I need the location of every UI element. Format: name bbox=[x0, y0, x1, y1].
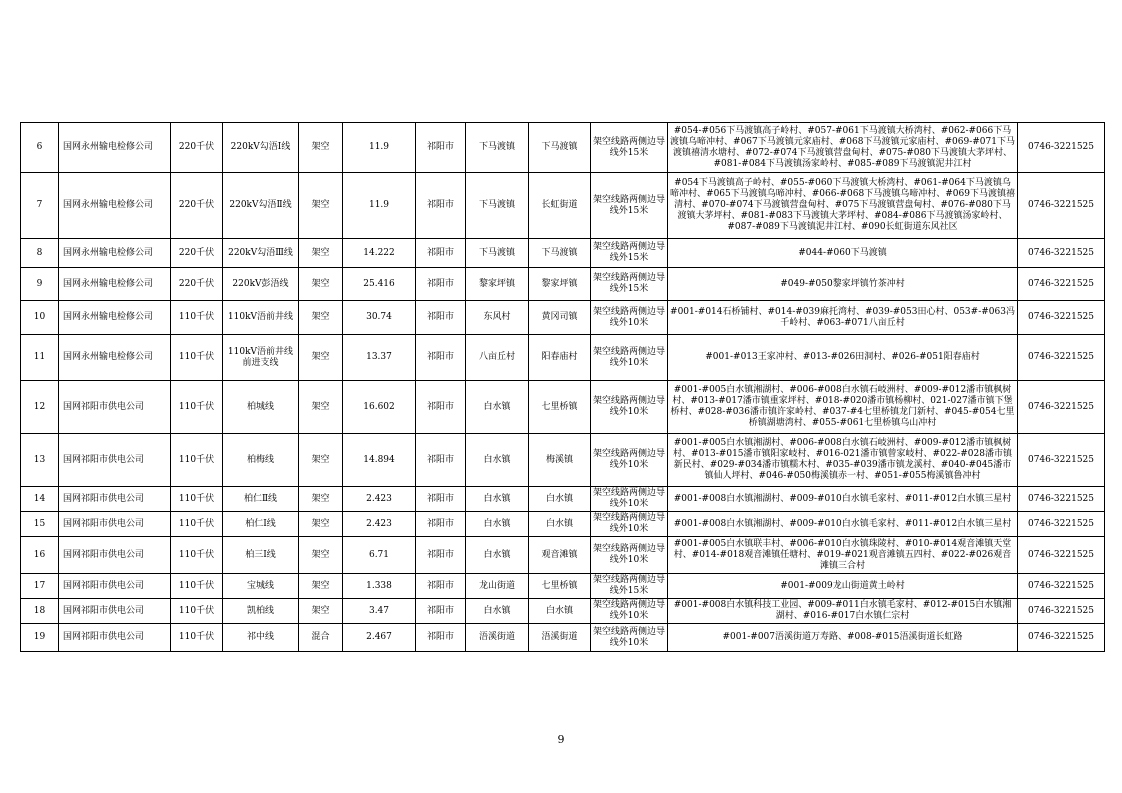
tower-scope-cell: #049-#050黎家坪镇竹茶冲村 bbox=[668, 268, 1018, 301]
line-type-cell: 架空 bbox=[299, 239, 343, 268]
line-type-cell: 架空 bbox=[299, 268, 343, 301]
start-point-cell: 龙山街道 bbox=[466, 574, 529, 599]
row-number-cell: 14 bbox=[21, 487, 59, 512]
row-number-cell: 7 bbox=[21, 173, 59, 239]
line-name-cell: 110kV浯前井线前进支线 bbox=[223, 335, 299, 381]
contact-phone-cell: 0746-3221525 bbox=[1018, 173, 1105, 239]
table-row bbox=[21, 537, 1105, 574]
owner-unit-cell: 国网祁阳市供电公司 bbox=[59, 434, 171, 487]
contact-phone-cell: 0746-3221525 bbox=[1018, 123, 1105, 173]
row-number-cell: 12 bbox=[21, 381, 59, 434]
tower-scope-cell: #001-#008白水镇湘湖村、#009-#010白水镇毛家村、#011-#012白水镇三星村 bbox=[668, 512, 1018, 537]
protection-zone-cell: 架空线路两侧边导线外10米 bbox=[591, 599, 668, 624]
line-length-cell: 1.338 bbox=[343, 574, 416, 599]
city-cell: 祁阳市 bbox=[416, 381, 466, 434]
line-name-cell: 110kV浯前井线 bbox=[223, 301, 299, 335]
owner-unit-cell: 国网祁阳市供电公司 bbox=[59, 381, 171, 434]
start-point-cell: 下马渡镇 bbox=[466, 239, 529, 268]
line-length-cell: 14.894 bbox=[343, 434, 416, 487]
table-body bbox=[21, 123, 1105, 652]
start-point-cell: 白水镇 bbox=[466, 537, 529, 574]
line-length-cell: 2.467 bbox=[343, 624, 416, 652]
row-number-cell: 6 bbox=[21, 123, 59, 173]
voltage-level-cell: 110千伏 bbox=[171, 434, 223, 487]
owner-unit-cell: 国网祁阳市供电公司 bbox=[59, 537, 171, 574]
row-number-cell: 15 bbox=[21, 512, 59, 537]
protection-zone-cell: 架空线路两侧边导线外10米 bbox=[591, 512, 668, 537]
line-length-cell: 16.602 bbox=[343, 381, 416, 434]
row-number-cell: 8 bbox=[21, 239, 59, 268]
start-point-cell: 东风村 bbox=[466, 301, 529, 335]
owner-unit-cell: 国网永州输电检修公司 bbox=[59, 239, 171, 268]
line-length-cell: 11.9 bbox=[343, 123, 416, 173]
protection-zone-cell: 架空线路两侧边导线外15米 bbox=[591, 574, 668, 599]
city-cell: 祁阳市 bbox=[416, 239, 466, 268]
end-point-cell: 阳春庙村 bbox=[529, 335, 591, 381]
row-number-cell: 11 bbox=[21, 335, 59, 381]
voltage-level-cell: 110千伏 bbox=[171, 301, 223, 335]
voltage-level-cell: 110千伏 bbox=[171, 487, 223, 512]
contact-phone-cell: 0746-3221525 bbox=[1018, 381, 1105, 434]
table-row bbox=[21, 123, 1105, 173]
row-number-cell: 16 bbox=[21, 537, 59, 574]
line-length-cell: 13.37 bbox=[343, 335, 416, 381]
table-row bbox=[21, 173, 1105, 239]
line-type-cell: 架空 bbox=[299, 487, 343, 512]
city-cell: 祁阳市 bbox=[416, 268, 466, 301]
row-number-cell: 19 bbox=[21, 624, 59, 652]
line-length-cell: 6.71 bbox=[343, 537, 416, 574]
protection-zone-cell: 架空线路两侧边导线外15米 bbox=[591, 123, 668, 173]
start-point-cell: 白水镇 bbox=[466, 381, 529, 434]
owner-unit-cell: 国网永州输电检修公司 bbox=[59, 335, 171, 381]
row-number-cell: 13 bbox=[21, 434, 59, 487]
table-row bbox=[21, 301, 1105, 335]
tower-scope-cell: #001-#005白水镇联丰村、#006-#010白水镇珠陵村、#010-#014观音滩镇天堂村、#014-#018观音滩镇任塘村、#019-#021观音滩镇五四村、#022-#026观音滩镇三合村 bbox=[668, 537, 1018, 574]
line-name-cell: 柏三Ⅰ线 bbox=[223, 537, 299, 574]
contact-phone-cell: 0746-3221525 bbox=[1018, 624, 1105, 652]
table-row bbox=[21, 512, 1105, 537]
protection-zone-cell: 架空线路两侧边导线外10米 bbox=[591, 537, 668, 574]
row-number-cell: 10 bbox=[21, 301, 59, 335]
end-point-cell: 下马渡镇 bbox=[529, 123, 591, 173]
tower-scope-cell: #001-#013王家冲村、#013-#026田洞村、#026-#051阳春庙村 bbox=[668, 335, 1018, 381]
city-cell: 祁阳市 bbox=[416, 434, 466, 487]
line-name-cell: 220kV彭浯线 bbox=[223, 268, 299, 301]
voltage-level-cell: 110千伏 bbox=[171, 599, 223, 624]
table-row bbox=[21, 487, 1105, 512]
end-point-cell: 黄冈司镇 bbox=[529, 301, 591, 335]
row-number-cell: 18 bbox=[21, 599, 59, 624]
line-name-cell: 祁中线 bbox=[223, 624, 299, 652]
table-row bbox=[21, 624, 1105, 652]
owner-unit-cell: 国网祁阳市供电公司 bbox=[59, 599, 171, 624]
city-cell: 祁阳市 bbox=[416, 624, 466, 652]
line-length-cell: 30.74 bbox=[343, 301, 416, 335]
protection-zone-cell: 架空线路两侧边导线外10米 bbox=[591, 381, 668, 434]
voltage-level-cell: 110千伏 bbox=[171, 574, 223, 599]
owner-unit-cell: 国网永州输电检修公司 bbox=[59, 123, 171, 173]
owner-unit-cell: 国网永州输电检修公司 bbox=[59, 173, 171, 239]
protection-zone-cell: 架空线路两侧边导线外15米 bbox=[591, 268, 668, 301]
tower-scope-cell: #001-#007浯溪街道万寿路、#008-#015浯溪街道长虹路 bbox=[668, 624, 1018, 652]
end-point-cell: 七里桥镇 bbox=[529, 381, 591, 434]
start-point-cell: 下马渡镇 bbox=[466, 173, 529, 239]
contact-phone-cell: 0746-3221525 bbox=[1018, 239, 1105, 268]
tower-scope-cell: #001-#008白水镇湘湖村、#009-#010白水镇毛家村、#011-#012白水镇三星村 bbox=[668, 487, 1018, 512]
owner-unit-cell: 国网永州输电检修公司 bbox=[59, 268, 171, 301]
city-cell: 祁阳市 bbox=[416, 599, 466, 624]
power-line-table bbox=[20, 122, 1105, 652]
protection-zone-cell: 架空线路两侧边导线外15米 bbox=[591, 239, 668, 268]
line-type-cell: 架空 bbox=[299, 599, 343, 624]
contact-phone-cell: 0746-3221525 bbox=[1018, 434, 1105, 487]
protection-zone-cell: 架空线路两侧边导线外10米 bbox=[591, 624, 668, 652]
start-point-cell: 浯溪街道 bbox=[466, 624, 529, 652]
city-cell: 祁阳市 bbox=[416, 574, 466, 599]
protection-zone-cell: 架空线路两侧边导线外10米 bbox=[591, 301, 668, 335]
page-number: 9 bbox=[557, 733, 565, 746]
contact-phone-cell: 0746-3221525 bbox=[1018, 487, 1105, 512]
contact-phone-cell: 0746-3221525 bbox=[1018, 301, 1105, 335]
contact-phone-cell: 0746-3221525 bbox=[1018, 512, 1105, 537]
end-point-cell: 下马渡镇 bbox=[529, 239, 591, 268]
contact-phone-cell: 0746-3221525 bbox=[1018, 599, 1105, 624]
tower-scope-cell: #001-#009龙山街道黄土岭村 bbox=[668, 574, 1018, 599]
table-row bbox=[21, 434, 1105, 487]
contact-phone-cell: 0746-3221525 bbox=[1018, 537, 1105, 574]
line-name-cell: 220kV勾浯Ⅱ线 bbox=[223, 173, 299, 239]
table-row bbox=[21, 599, 1105, 624]
voltage-level-cell: 110千伏 bbox=[171, 381, 223, 434]
voltage-level-cell: 110千伏 bbox=[171, 335, 223, 381]
line-name-cell: 凯柏线 bbox=[223, 599, 299, 624]
contact-phone-cell: 0746-3221525 bbox=[1018, 335, 1105, 381]
table-row bbox=[21, 239, 1105, 268]
line-name-cell: 柏仁Ⅱ线 bbox=[223, 487, 299, 512]
voltage-level-cell: 110千伏 bbox=[171, 512, 223, 537]
city-cell: 祁阳市 bbox=[416, 335, 466, 381]
line-name-cell: 220kV勾浯Ⅰ线 bbox=[223, 123, 299, 173]
city-cell: 祁阳市 bbox=[416, 537, 466, 574]
end-point-cell: 白水镇 bbox=[529, 487, 591, 512]
line-name-cell: 柏仁Ⅰ线 bbox=[223, 512, 299, 537]
line-name-cell: 宝城线 bbox=[223, 574, 299, 599]
table-row bbox=[21, 381, 1105, 434]
owner-unit-cell: 国网祁阳市供电公司 bbox=[59, 487, 171, 512]
protection-zone-cell: 架空线路两侧边导线外10米 bbox=[591, 487, 668, 512]
end-point-cell: 浯溪街道 bbox=[529, 624, 591, 652]
line-name-cell: 220kV勾浯Ⅲ线 bbox=[223, 239, 299, 268]
protection-zone-cell: 架空线路两侧边导线外10米 bbox=[591, 335, 668, 381]
voltage-level-cell: 220千伏 bbox=[171, 123, 223, 173]
protection-zone-cell: 架空线路两侧边导线外15米 bbox=[591, 173, 668, 239]
end-point-cell: 观音滩镇 bbox=[529, 537, 591, 574]
start-point-cell: 下马渡镇 bbox=[466, 123, 529, 173]
line-length-cell: 25.416 bbox=[343, 268, 416, 301]
owner-unit-cell: 国网祁阳市供电公司 bbox=[59, 574, 171, 599]
line-type-cell: 架空 bbox=[299, 173, 343, 239]
line-type-cell: 混合 bbox=[299, 624, 343, 652]
tower-scope-cell: #001-#014石桥铺村、#014-#039麻托湾村、#039-#053田心村、053#-#063冯千岭村、#063-#071八亩丘村 bbox=[668, 301, 1018, 335]
start-point-cell: 白水镇 bbox=[466, 487, 529, 512]
line-type-cell: 架空 bbox=[299, 537, 343, 574]
city-cell: 祁阳市 bbox=[416, 173, 466, 239]
voltage-level-cell: 220千伏 bbox=[171, 239, 223, 268]
line-name-cell: 柏城线 bbox=[223, 381, 299, 434]
table-row bbox=[21, 574, 1105, 599]
line-length-cell: 3.47 bbox=[343, 599, 416, 624]
contact-phone-cell: 0746-3221525 bbox=[1018, 574, 1105, 599]
voltage-level-cell: 220千伏 bbox=[171, 268, 223, 301]
end-point-cell: 梅溪镇 bbox=[529, 434, 591, 487]
line-type-cell: 架空 bbox=[299, 335, 343, 381]
owner-unit-cell: 国网永州输电检修公司 bbox=[59, 301, 171, 335]
line-type-cell: 架空 bbox=[299, 434, 343, 487]
tower-scope-cell: #054下马渡镇高子岭村、#055-#060下马渡镇大桥湾村、#061-#064下马渡镇乌啼冲村、#065下马渡镇乌啼冲村、#066-#068下马渡镇乌啼冲村、#069下马渡镇禧清村、#070-#074下马渡镇营盘甸村、#075下马渡镇营盘甸村、#076-#080下马渡镇大茅坪村、#081-#083下马渡镇大茅坪村、#084-#086下马渡镇汤家岭村、#087-#089下马渡镇泥井江村、#090长虹街道东风社区 bbox=[668, 173, 1018, 239]
tower-scope-cell: #044-#060下马渡镇 bbox=[668, 239, 1018, 268]
start-point-cell: 黎家坪镇 bbox=[466, 268, 529, 301]
row-number-cell: 9 bbox=[21, 268, 59, 301]
start-point-cell: 八亩丘村 bbox=[466, 335, 529, 381]
end-point-cell: 黎家坪镇 bbox=[529, 268, 591, 301]
city-cell: 祁阳市 bbox=[416, 487, 466, 512]
end-point-cell: 七里桥镇 bbox=[529, 574, 591, 599]
voltage-level-cell: 110千伏 bbox=[171, 624, 223, 652]
table-row bbox=[21, 268, 1105, 301]
end-point-cell: 长虹街道 bbox=[529, 173, 591, 239]
line-length-cell: 2.423 bbox=[343, 487, 416, 512]
city-cell: 祁阳市 bbox=[416, 301, 466, 335]
city-cell: 祁阳市 bbox=[416, 123, 466, 173]
end-point-cell: 白水镇 bbox=[529, 512, 591, 537]
line-type-cell: 架空 bbox=[299, 512, 343, 537]
tower-scope-cell: #054-#056下马渡镇高子岭村、#057-#061下马渡镇大桥湾村、#062-#066下马渡镇乌啼冲村、#067下马渡镇元家庙村、#068下马渡镇元家庙村、#069-#071下马渡镇禧清水塘村、#072-#074下马渡镇营盘甸村、#075-#080下马渡镇大茅坪村、#081-#084下马渡镇汤家岭村、#085-#089下马渡镇泥井江村 bbox=[668, 123, 1018, 173]
start-point-cell: 白水镇 bbox=[466, 434, 529, 487]
protection-zone-cell: 架空线路两侧边导线外10米 bbox=[591, 434, 668, 487]
line-type-cell: 架空 bbox=[299, 301, 343, 335]
owner-unit-cell: 国网祁阳市供电公司 bbox=[59, 624, 171, 652]
line-type-cell: 架空 bbox=[299, 574, 343, 599]
line-name-cell: 柏梅线 bbox=[223, 434, 299, 487]
voltage-level-cell: 110千伏 bbox=[171, 537, 223, 574]
line-length-cell: 14.222 bbox=[343, 239, 416, 268]
line-type-cell: 架空 bbox=[299, 381, 343, 434]
tower-scope-cell: #001-#005白水镇湘湖村、#006-#008白水镇石岐洲村、#009-#012潘市镇枫树村、#013-#017潘市镇重家坪村、#018-#020潘市镇杨柳村、021-027潘市镇下堡桥村、#028-#036潘市镇许家岭村、#037-#4七里桥镇龙门新村、#045-#054七里桥镇湖塘湾村、#055-#061七里桥镇乌山冲村 bbox=[668, 381, 1018, 434]
line-length-cell: 11.9 bbox=[343, 173, 416, 239]
tower-scope-cell: #001-#005白水镇湘湖村、#006-#008白水镇石岐洲村、#009-#012潘市镇枫树村、#013-#015潘市镇阳家岐村、#016-021潘市镇曾家岐村、#022-#028潘市镇新民村、#029-#034潘市镇糯木村、#035-#039潘市镇龙溪村、#040-#045潘市镇仙人坪村、#046-#050梅溪镇赤一村、#051-#055梅溪镇鲁冲村 bbox=[668, 434, 1018, 487]
contact-phone-cell: 0746-3221525 bbox=[1018, 268, 1105, 301]
start-point-cell: 白水镇 bbox=[466, 512, 529, 537]
voltage-level-cell: 220千伏 bbox=[171, 173, 223, 239]
city-cell: 祁阳市 bbox=[416, 512, 466, 537]
line-type-cell: 架空 bbox=[299, 123, 343, 173]
table-row bbox=[21, 335, 1105, 381]
owner-unit-cell: 国网祁阳市供电公司 bbox=[59, 512, 171, 537]
start-point-cell: 白水镇 bbox=[466, 599, 529, 624]
row-number-cell: 17 bbox=[21, 574, 59, 599]
line-length-cell: 2.423 bbox=[343, 512, 416, 537]
tower-scope-cell: #001-#008白水镇科技工业园、#009-#011白水镇毛家村、#012-#015白水镇湘湖村、#016-#017白水镇仁宗村 bbox=[668, 599, 1018, 624]
end-point-cell: 白水镇 bbox=[529, 599, 591, 624]
